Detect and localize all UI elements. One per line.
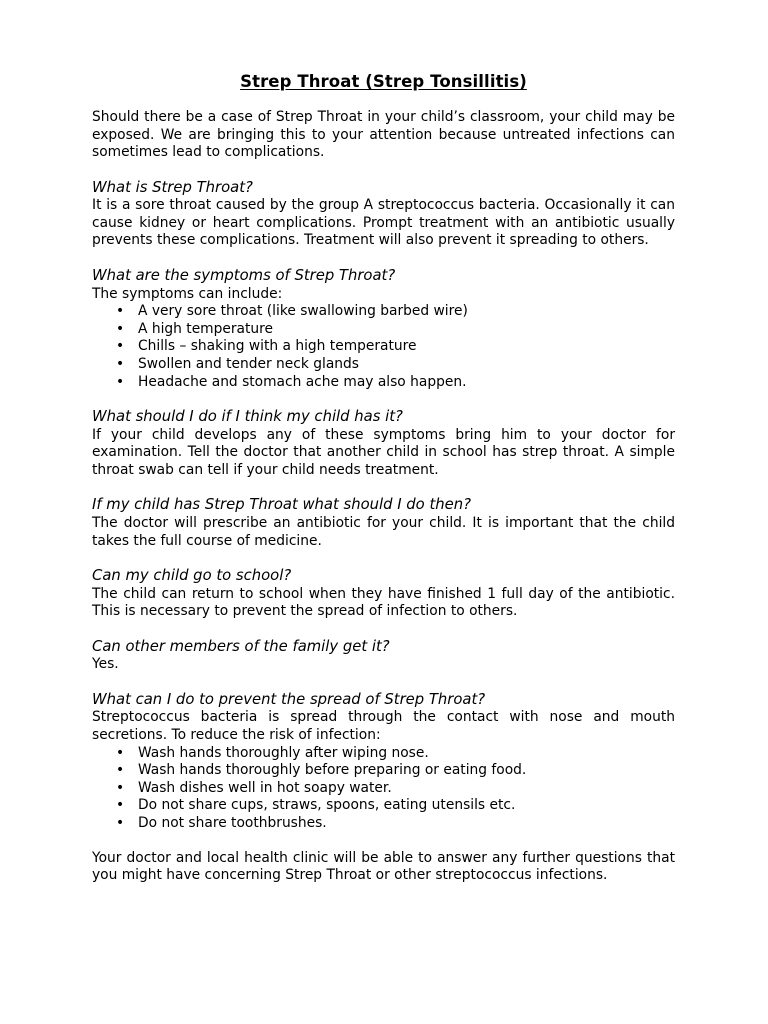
section-body: Yes.	[92, 656, 119, 673]
section-what-to-do	[92, 408, 675, 479]
list-item: • Headache and stomach ache may also happen.	[92, 374, 675, 392]
section-heading: What are the symptoms of Strep Throat?	[92, 267, 396, 285]
section-school	[92, 567, 675, 621]
list-item: • A high temperature	[92, 321, 675, 339]
list-item: • A very sore throat (like swallowing barbed wire)	[92, 303, 675, 321]
list-item: • Do not share cups, straws, spoons, eating utensils etc.	[92, 797, 675, 815]
section-body: Streptococcus bacteria is spread through the contact with nose and mouth secretions. To reduce the risk of infection:	[92, 709, 675, 743]
symptoms-list	[92, 303, 675, 391]
list-item: • Wash hands thoroughly before preparing or eating food.	[92, 762, 675, 780]
section-heading: Can my child go to school?	[92, 567, 292, 585]
section-what-is	[92, 179, 675, 250]
closing-paragraph: Your doctor and local health clinic will be able to answer any further questions that you might have concerning Strep Throat or other streptococcus infections.	[92, 849, 675, 884]
section-family	[92, 638, 675, 674]
section-heading: What can I do to prevent the spread of Strep Throat?	[92, 690, 486, 708]
section-prevention	[92, 691, 675, 833]
section-heading: Can other members of the family get it?	[92, 637, 390, 655]
section-treatment	[92, 496, 675, 550]
list-item: • Do not share toothbrushes.	[92, 815, 675, 833]
prevention-list	[92, 745, 675, 833]
list-item: • Wash hands thoroughly after wiping nose.	[92, 745, 675, 763]
section-body: The symptoms can include:	[92, 285, 283, 302]
section-body: It is a sore throat caused by the group A streptococcus bacteria. Occasionally it can cause kidney or heart complications. Prompt treatment with an antibiotic usually prevents these complications. Treatment will also prevent it spreading to others.	[92, 197, 675, 249]
section-body: The doctor will prescribe an antibiotic for your child. It is important that the child takes the full course of medicine.	[92, 514, 675, 549]
section-heading: What is Strep Throat?	[92, 178, 253, 196]
document-title: Strep Throat (Strep Tonsillitis)	[240, 72, 527, 91]
section-heading: What should I do if I think my child has it?	[92, 408, 403, 426]
section-heading: If my child has Strep Throat what should I do then?	[92, 496, 471, 514]
section-body: If your child develops any of these symptoms bring him to your doctor for examination. Tell the doctor that another child in school has strep throat. A simple throat swab can tell if your child needs treatment.	[92, 426, 675, 478]
intro-paragraph: Should there be a case of Strep Throat in your child’s classroom, your child may be exposed. We are bringing this to your attention because untreated infections can sometimes lead to complications.	[92, 109, 675, 161]
list-item: • Swollen and tender neck glands	[92, 356, 675, 374]
document-page	[92, 72, 675, 885]
section-symptoms	[92, 267, 675, 391]
list-item: • Wash dishes well in hot soapy water.	[92, 780, 675, 798]
list-item: • Chills – shaking with a high temperature	[92, 338, 675, 356]
section-body: The child can return to school when they have finished 1 full day of the antibiotic. This is necessary to prevent the spread of infection to others.	[92, 585, 675, 620]
